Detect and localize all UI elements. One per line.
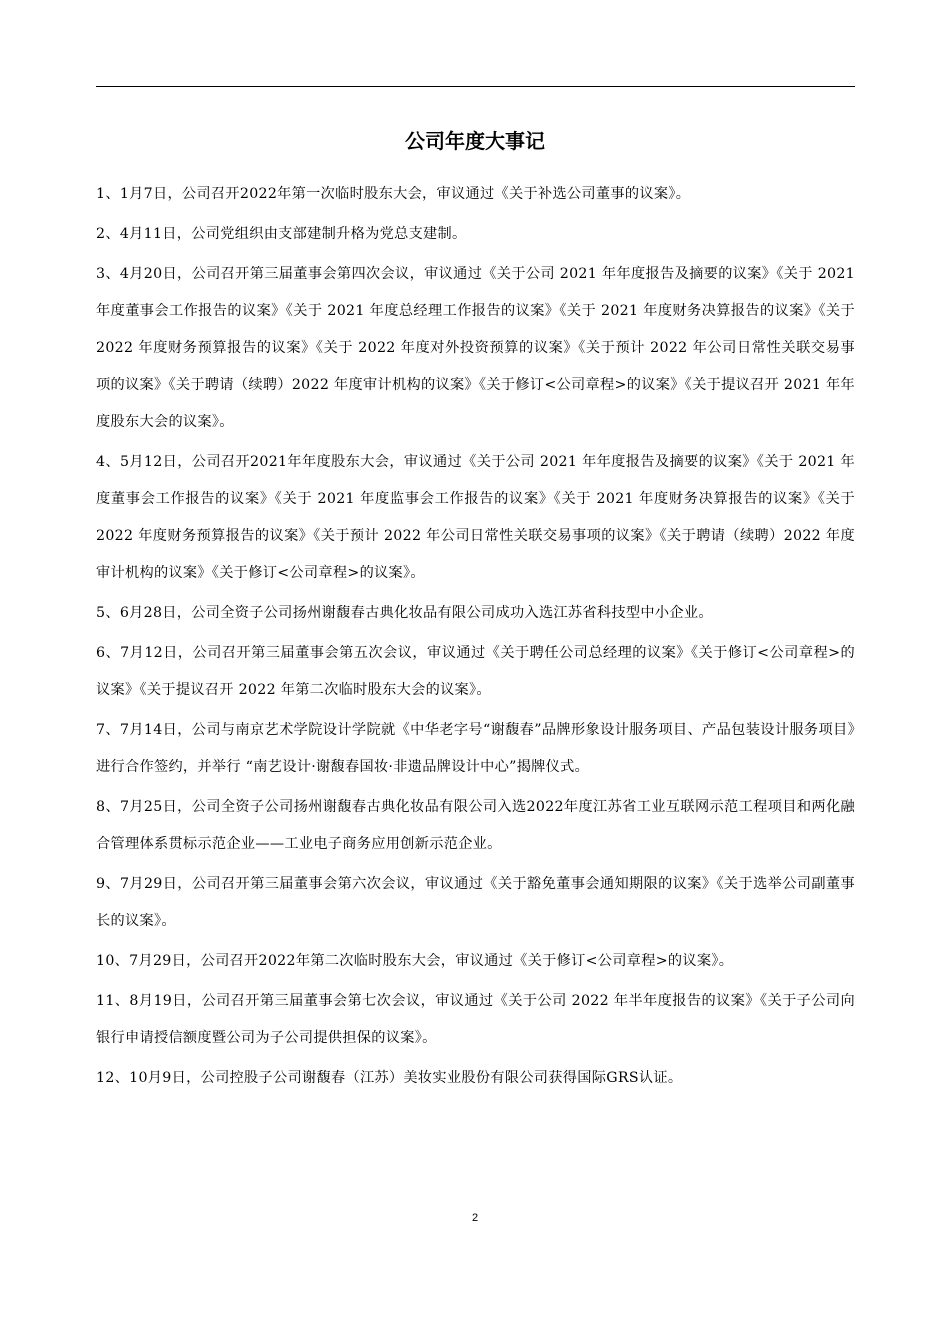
event-item-5: 5、6月28日，公司全资子公司扬州谢馥春古典化妆品有限公司成功入选江苏省科技型中小企业。 — [96, 605, 713, 621]
event-list — [96, 176, 855, 1100]
event-item-9: 9、7月29日，公司召开第三届董事会第六次会议，审议通过《关于豁免董事会通知期限的议案》《关于选举公司副董事长的议案》。 — [96, 876, 855, 929]
event-item-3: 3、4月20日，公司召开第三届董事会第四次会议，审议通过《关于公司 2021 年年度报告及摘要的议案》《关于 2021 年度董事会工作报告的议案》《关于 2021 年度总经理工作报告的议案》《关于 2021 年度财务决算报告的议案》《关于 2022 年度财务预算报告的议案》《关于 2022 年度对外投资预算的议案》《关于预计 2022 年公司日常性关联交易事项的议案》《关于聘请（续聘）2022 年度审计机构的议案》《关于修订<公司章程>的议案》《关于提议召开 2021 年年度股东大会的议案》。 — [96, 266, 855, 430]
event-item-8: 8、7月25日，公司全资子公司扬州谢馥春古典化妆品有限公司入选2022年度江苏省工业互联网示范工程项目和两化融合管理体系贯标示范企业——工业电子商务应用创新示范企业。 — [96, 799, 855, 852]
event-item-1: 1、1月7日，公司召开2022年第一次临时股东大会，审议通过《关于补选公司董事的议案》。 — [96, 186, 691, 202]
event-item-10: 10、7月29日，公司召开2022年第二次临时股东大会，审议通过《关于修订<公司章程>的议案》。 — [96, 953, 734, 969]
page-title: 公司年度大事记 — [405, 129, 545, 153]
page-number: 2 — [471, 1212, 479, 1224]
event-item-11: 11、8月19日，公司召开第三届董事会第七次会议，审议通过《关于公司 2022 年半年度报告的议案》《关于子公司向银行申请授信额度暨公司为子公司提供担保的议案》。 — [96, 993, 855, 1046]
event-item-12: 12、10月9日，公司控股子公司谢馥春（江苏）美妆实业股份有限公司获得国际GRS认证。 — [96, 1070, 683, 1086]
event-item-7: 7、7月14日，公司与南京艺术学院设计学院就《中华老字号“谢馥春”品牌形象设计服务项目、产品包装设计服务项目》进行合作签约，并举行 “南艺设计·谢馥春国妆·非遗品牌设计中心”揭牌仪式。 — [96, 722, 855, 775]
event-item-4: 4、5月12日，公司召开2021年年度股东大会，审议通过《关于公司 2021 年年度报告及摘要的议案》《关于 2021 年度董事会工作报告的议案》《关于 2021 年度监事会工作报告的议案》《关于 2021 年度财务决算报告的议案》《关于 2022 年度财务预算报告的议案》《关于预计 2022 年公司日常性关联交易事项的议案》《关于聘请（续聘）2022 年度审计机构的议案》《关于修订<公司章程>的议案》。 — [96, 454, 855, 581]
event-item-2: 2、4月11日，公司党组织由支部建制升格为党总支建制。 — [96, 226, 467, 242]
event-item-6: 6、7月12日，公司召开第三届董事会第五次会议，审议通过《关于聘任公司总经理的议案》《关于修订<公司章程>的议案》《关于提议召开 2022 年第二次临时股东大会的议案》。 — [96, 645, 855, 698]
header-rule — [96, 86, 855, 87]
